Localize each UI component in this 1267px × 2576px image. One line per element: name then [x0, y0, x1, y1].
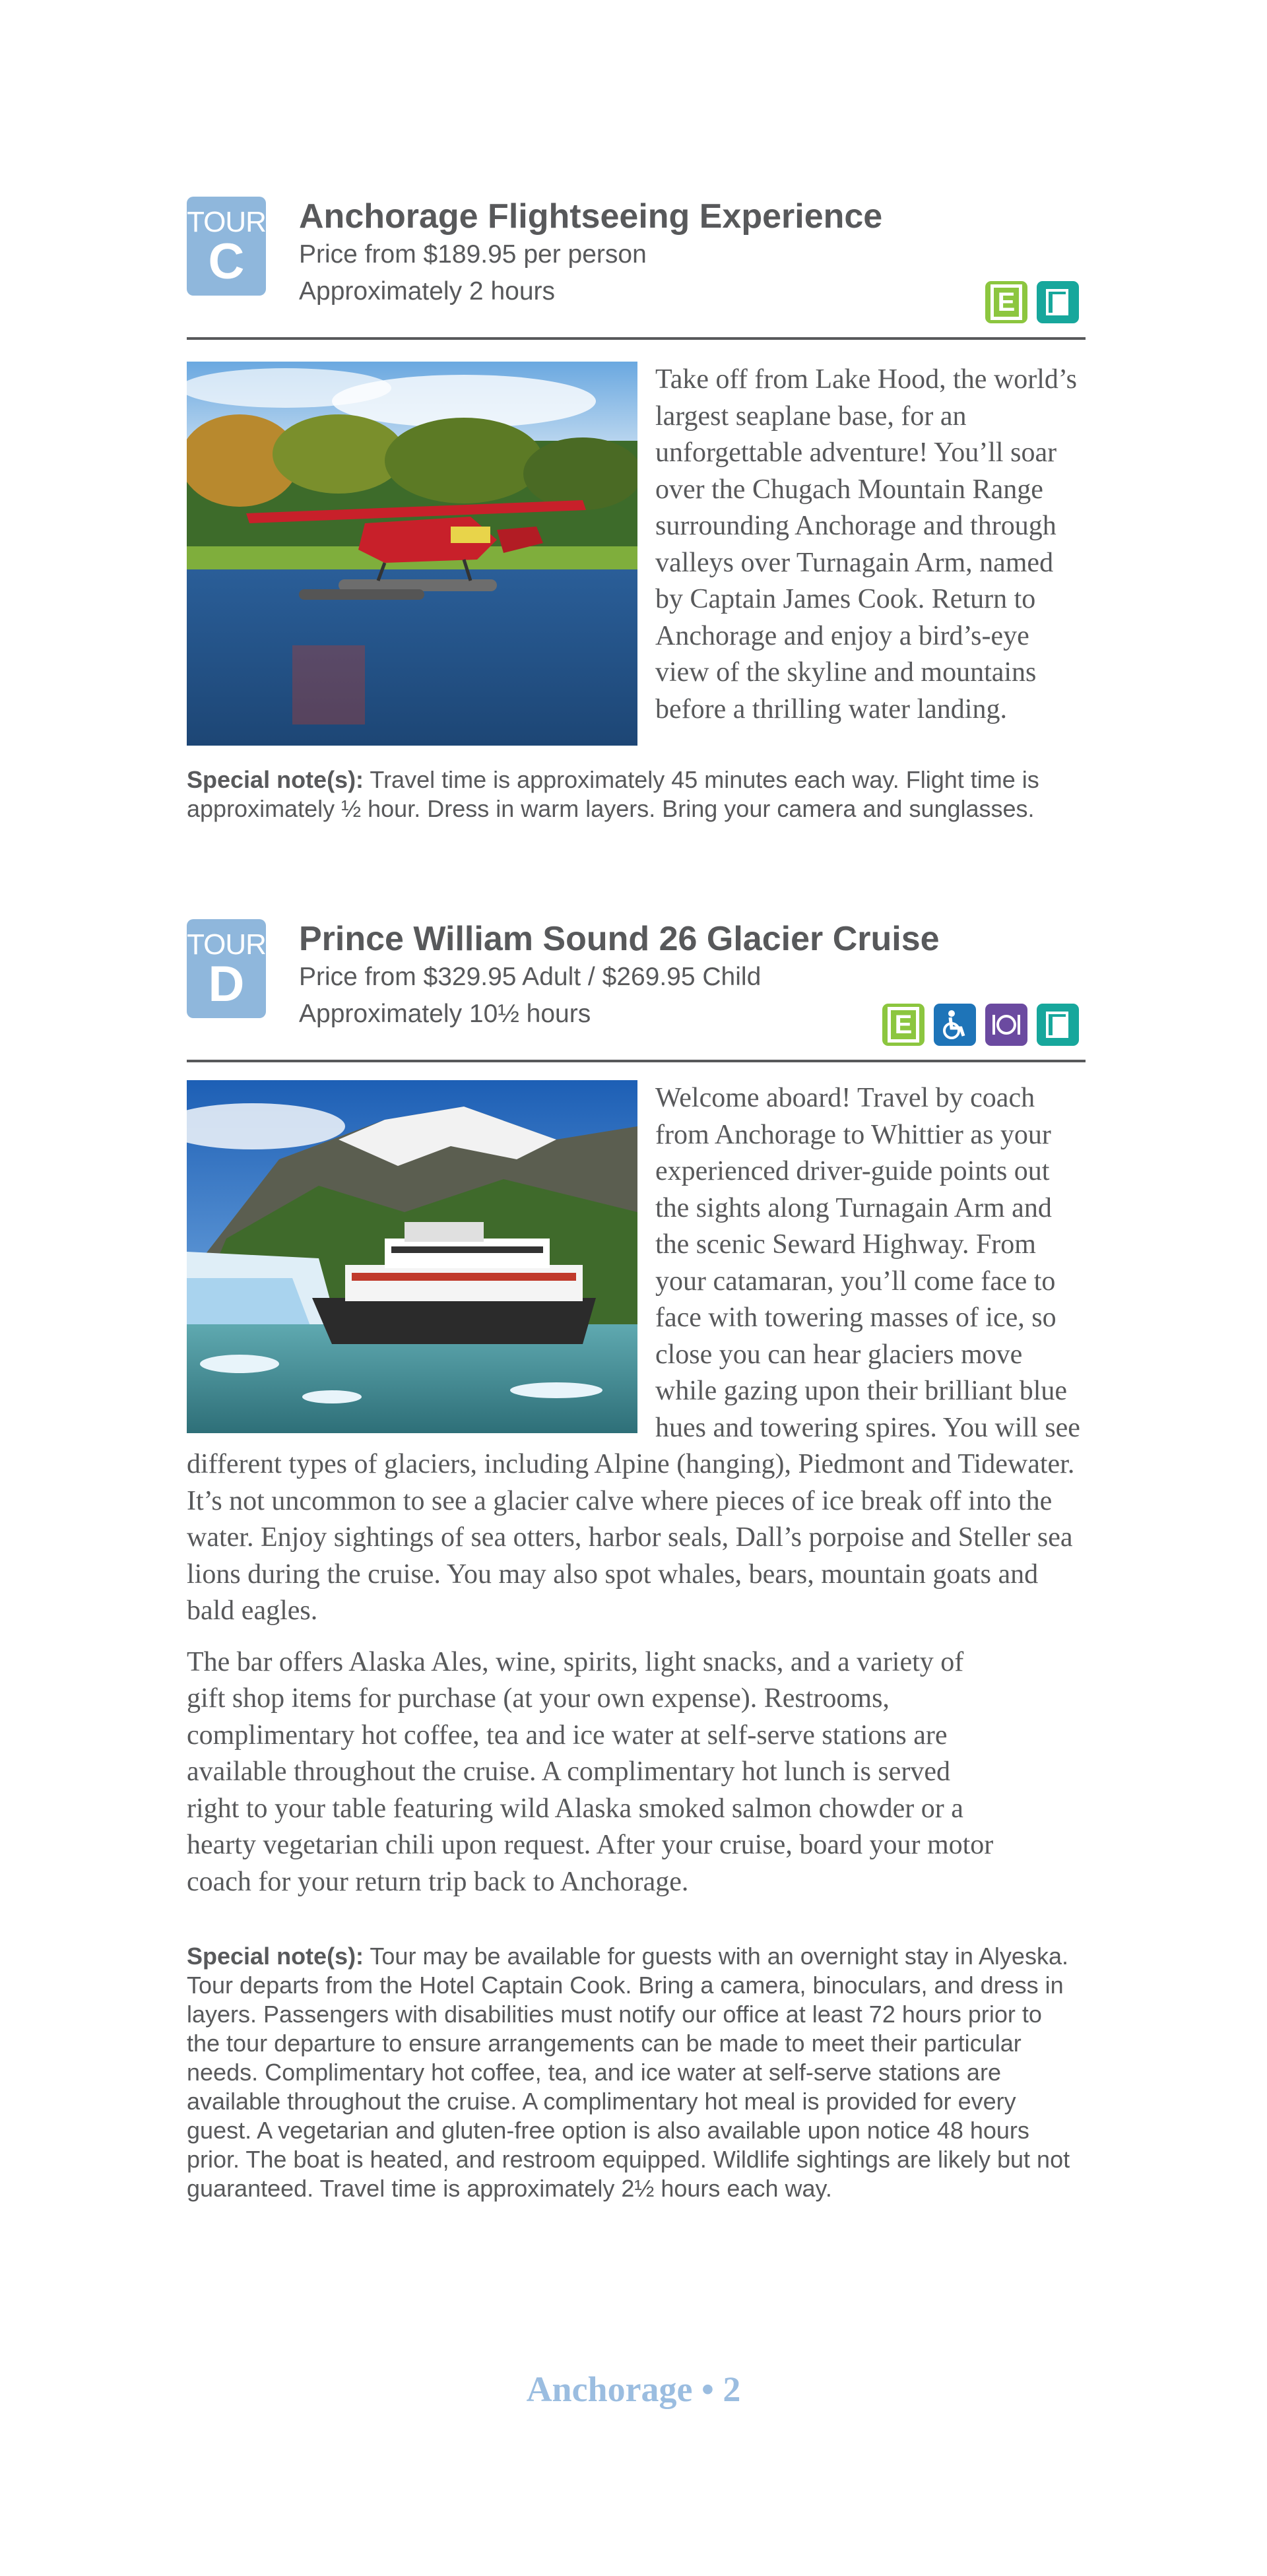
tour-description-2: The bar offers Alaska Ales, wine, spirits, light snacks, and a variety of gift shop items for purchase (at your own expense). Restrooms, complimentary hot coffee, tea and ice water at self-serve stations are available throughout the cruise. A complimentary hot lunch is served right to your table featuring wild Alaska smoked salmon chowder or a hearty vegetarian chili upon request. After your cruise, board your motor coach for your return trip back to Anchorage.: [187, 1646, 994, 1897]
special-note-text: Travel time is approximately 45 minutes each way. Flight time is approximately ½ hour. Dress in warm layers. Bring your camera and sunglasses.: [187, 766, 1039, 822]
glacier-cruise-photo: [187, 1080, 637, 1433]
tour-amenity-icons: [882, 1004, 1079, 1046]
tour-duration: Approximately 10½ hours: [299, 1000, 591, 1028]
tour-badge-word: TOUR: [187, 206, 266, 238]
book-icon: [1037, 1004, 1079, 1046]
page-footer: Anchorage • 2: [526, 2369, 741, 2409]
special-note-label: Special note(s):: [187, 766, 364, 793]
tour-amenity-icons: [985, 281, 1079, 323]
divider: [187, 337, 1086, 340]
tour-price: Price from $189.95 per person: [299, 240, 647, 269]
tour-badge: [187, 197, 266, 296]
special-note: [187, 765, 1086, 823]
tour-title: Prince William Sound 26 Glacier Cruise: [299, 920, 940, 958]
special-note: [187, 1942, 1071, 2203]
e-icon: E: [985, 281, 1027, 323]
special-note-label: Special note(s):: [187, 1943, 364, 1970]
tour-badge-letter: C: [208, 234, 245, 290]
tour-price: Price from $329.95 Adult / $269.95 Child: [299, 963, 762, 991]
tour-badge-word: TOUR: [187, 928, 266, 961]
seaplane-photo: [187, 362, 637, 746]
wheelchair-icon: [934, 1004, 976, 1046]
e-icon: E: [882, 1004, 925, 1046]
tour-badge-letter: D: [208, 956, 245, 1012]
tour-badge: [187, 919, 266, 1018]
tour-duration: Approximately 2 hours: [299, 277, 556, 306]
tour-title: Anchorage Flightseeing Experience: [299, 197, 883, 236]
tour-description: Take off from Lake Hood, the world’s largest seaplane base, for an unforgettable adventure! You’ll soar over the Chugach Mountain Range surrounding Anchorage and through valleys over Turnagain Arm, named by Captain James Cook. Return to Anchorage and enjoy a bird’s-eye view of the skyline and mountains before a thrilling water landing.: [655, 364, 1077, 724]
book-icon: [1037, 281, 1079, 323]
special-note-text: Tour may be available for guests with an overnight stay in Alyeska. Tour departs from the Hotel Captain Cook. Bring a camera, binoculars, and dress in layers. Passengers with disabilities must notify our office at least 72 hours prior to the tour departure to ensure arrangements can be made to meet their particular needs. Complimentary hot coffee, tea, and ice water at self-serve stations are available throughout the cruise. A complimentary hot meal is provided for every guest. A vegetarian and gluten-free option is also available upon notice 48 hours prior. The boat is heated, and restroom equipped. Wildlife sightings are likely but not guaranteed. Travel time is approximately 2½ hours each way.: [187, 1943, 1070, 2202]
divider: [187, 1060, 1086, 1062]
meal-icon: [985, 1004, 1027, 1046]
tour-header: [299, 197, 1084, 310]
tour-description: Welcome aboard! Travel by coach from Anchorage to Whittier as your experienced driver-guide points out the sights along Turnagain Arm and the scenic Seward Highway. From your catamaran, you’ll come face to face with towering masses of ice, so close you can hear glaciers move while gazing upon their brilliant blue hues and towering spires. You will see different types of glaciers, including Alpine (hanging), Piedmont and Tidewater. It’s not uncommon to see a glacier calve where pieces of ice break off into the water. Enjoy sightings of sea otters, harbor seals, Dall’s porpoise and Steller sea lions during the cruise. You may also spot whales, bears, mountain goats and bald eagles.: [187, 1083, 1080, 1626]
